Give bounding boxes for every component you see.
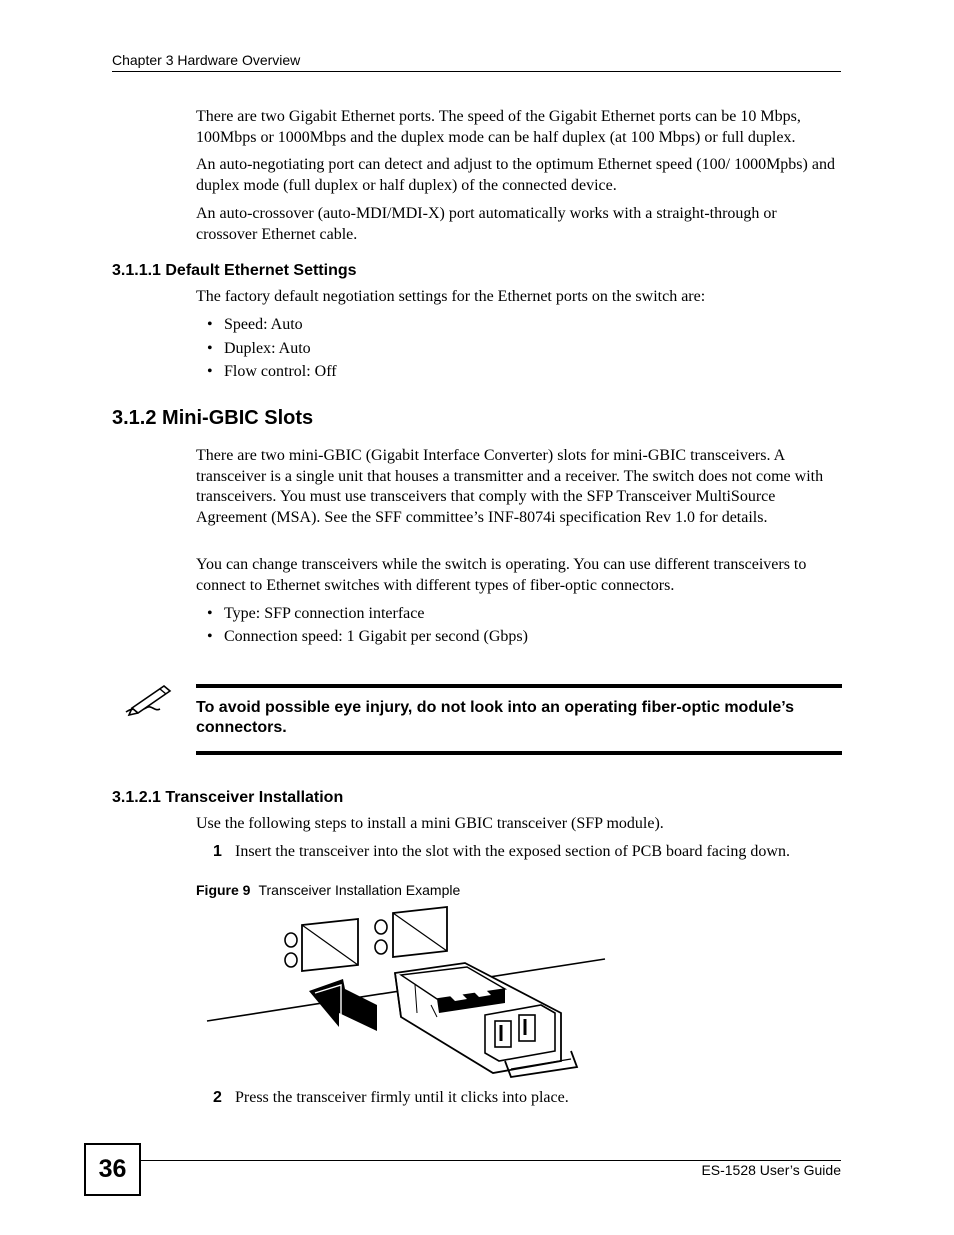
intro-paragraph-3: An auto-crossover (auto-MDI/MDI-X) port automatically works with a straight-through or crossover Ethernet cable. [196,205,777,243]
transceiver-installation-figure [205,905,607,1083]
transceiver-installation-intro: Use the following steps to install a mini GBIC transceiver (SFP module). [196,815,664,832]
list-item: • Speed: Auto [207,316,303,333]
list-item: • Connection speed: 1 Gigabit per second (Gbps) [207,628,528,645]
heading-mini-gbic-slots: 3.1.2 Mini-GBIC Slots [112,407,314,429]
mini-gbic-paragraph-2: You can change transceivers while the switch is operating. You can use different transceivers to connect to Ethernet switches with different types of fiber-optic connectors. [196,556,807,594]
default-settings-intro: The factory default negotiation settings for the Ethernet ports on the switch are: [196,288,706,305]
list-item: • Flow control: Off [207,363,337,380]
running-header: Chapter 3 Hardware Overview [112,52,301,68]
eye-injury-warning: To avoid possible eye injury, do not look into an operating fiber-optic module’s connectors. [196,699,794,736]
note-bottom-rule [196,751,842,755]
step-1: 1 Insert the transceiver into the slot with the exposed section of PCB board facing down. [213,843,790,860]
intro-paragraph-1: There are two Gigabit Ethernet ports. The speed of the Gigabit Ethernet ports can be 10 Mbps, 100Mbps or 1000Mbps and the duplex mode can be half duplex (at 100 Mbps) or full duplex. [196,108,801,146]
figure-caption: Figure 9 Transceiver Installation Example [196,882,461,898]
footer-divider [139,1160,841,1161]
list-item: • Type: SFP connection interface [207,605,425,622]
list-item: • Duplex: Auto [207,340,311,357]
note-top-rule [196,684,842,688]
pencil-note-icon [124,682,174,718]
header-divider [112,71,841,72]
step-2: 2 Press the transceiver firmly until it clicks into place. [213,1089,569,1106]
mini-gbic-paragraph-1: There are two mini-GBIC (Gigabit Interface Converter) slots for mini-GBIC transceivers. A transceiver is a single unit that houses a transmitter and a receiver. The switch does not come with transceivers. You must use transceivers that comply with the SFP Transceiver MultiSource Agreement (MSA). See the SFF committee’s INF-8074i specification Rev 1.0 for details. [196,447,824,526]
intro-paragraph-2: An auto-negotiating port can detect and adjust to the optimum Ethernet speed (100/ 1000Mpbs) and duplex mode (full duplex or half duplex) of the connected device. [196,156,835,194]
heading-transceiver-installation: 3.1.2.1 Transceiver Installation [112,789,344,806]
heading-default-ethernet-settings: 3.1.1.1 Default Ethernet Settings [112,262,357,279]
page-number: 36 [84,1143,141,1196]
guide-title: ES-1528 User’s Guide [701,1162,841,1178]
